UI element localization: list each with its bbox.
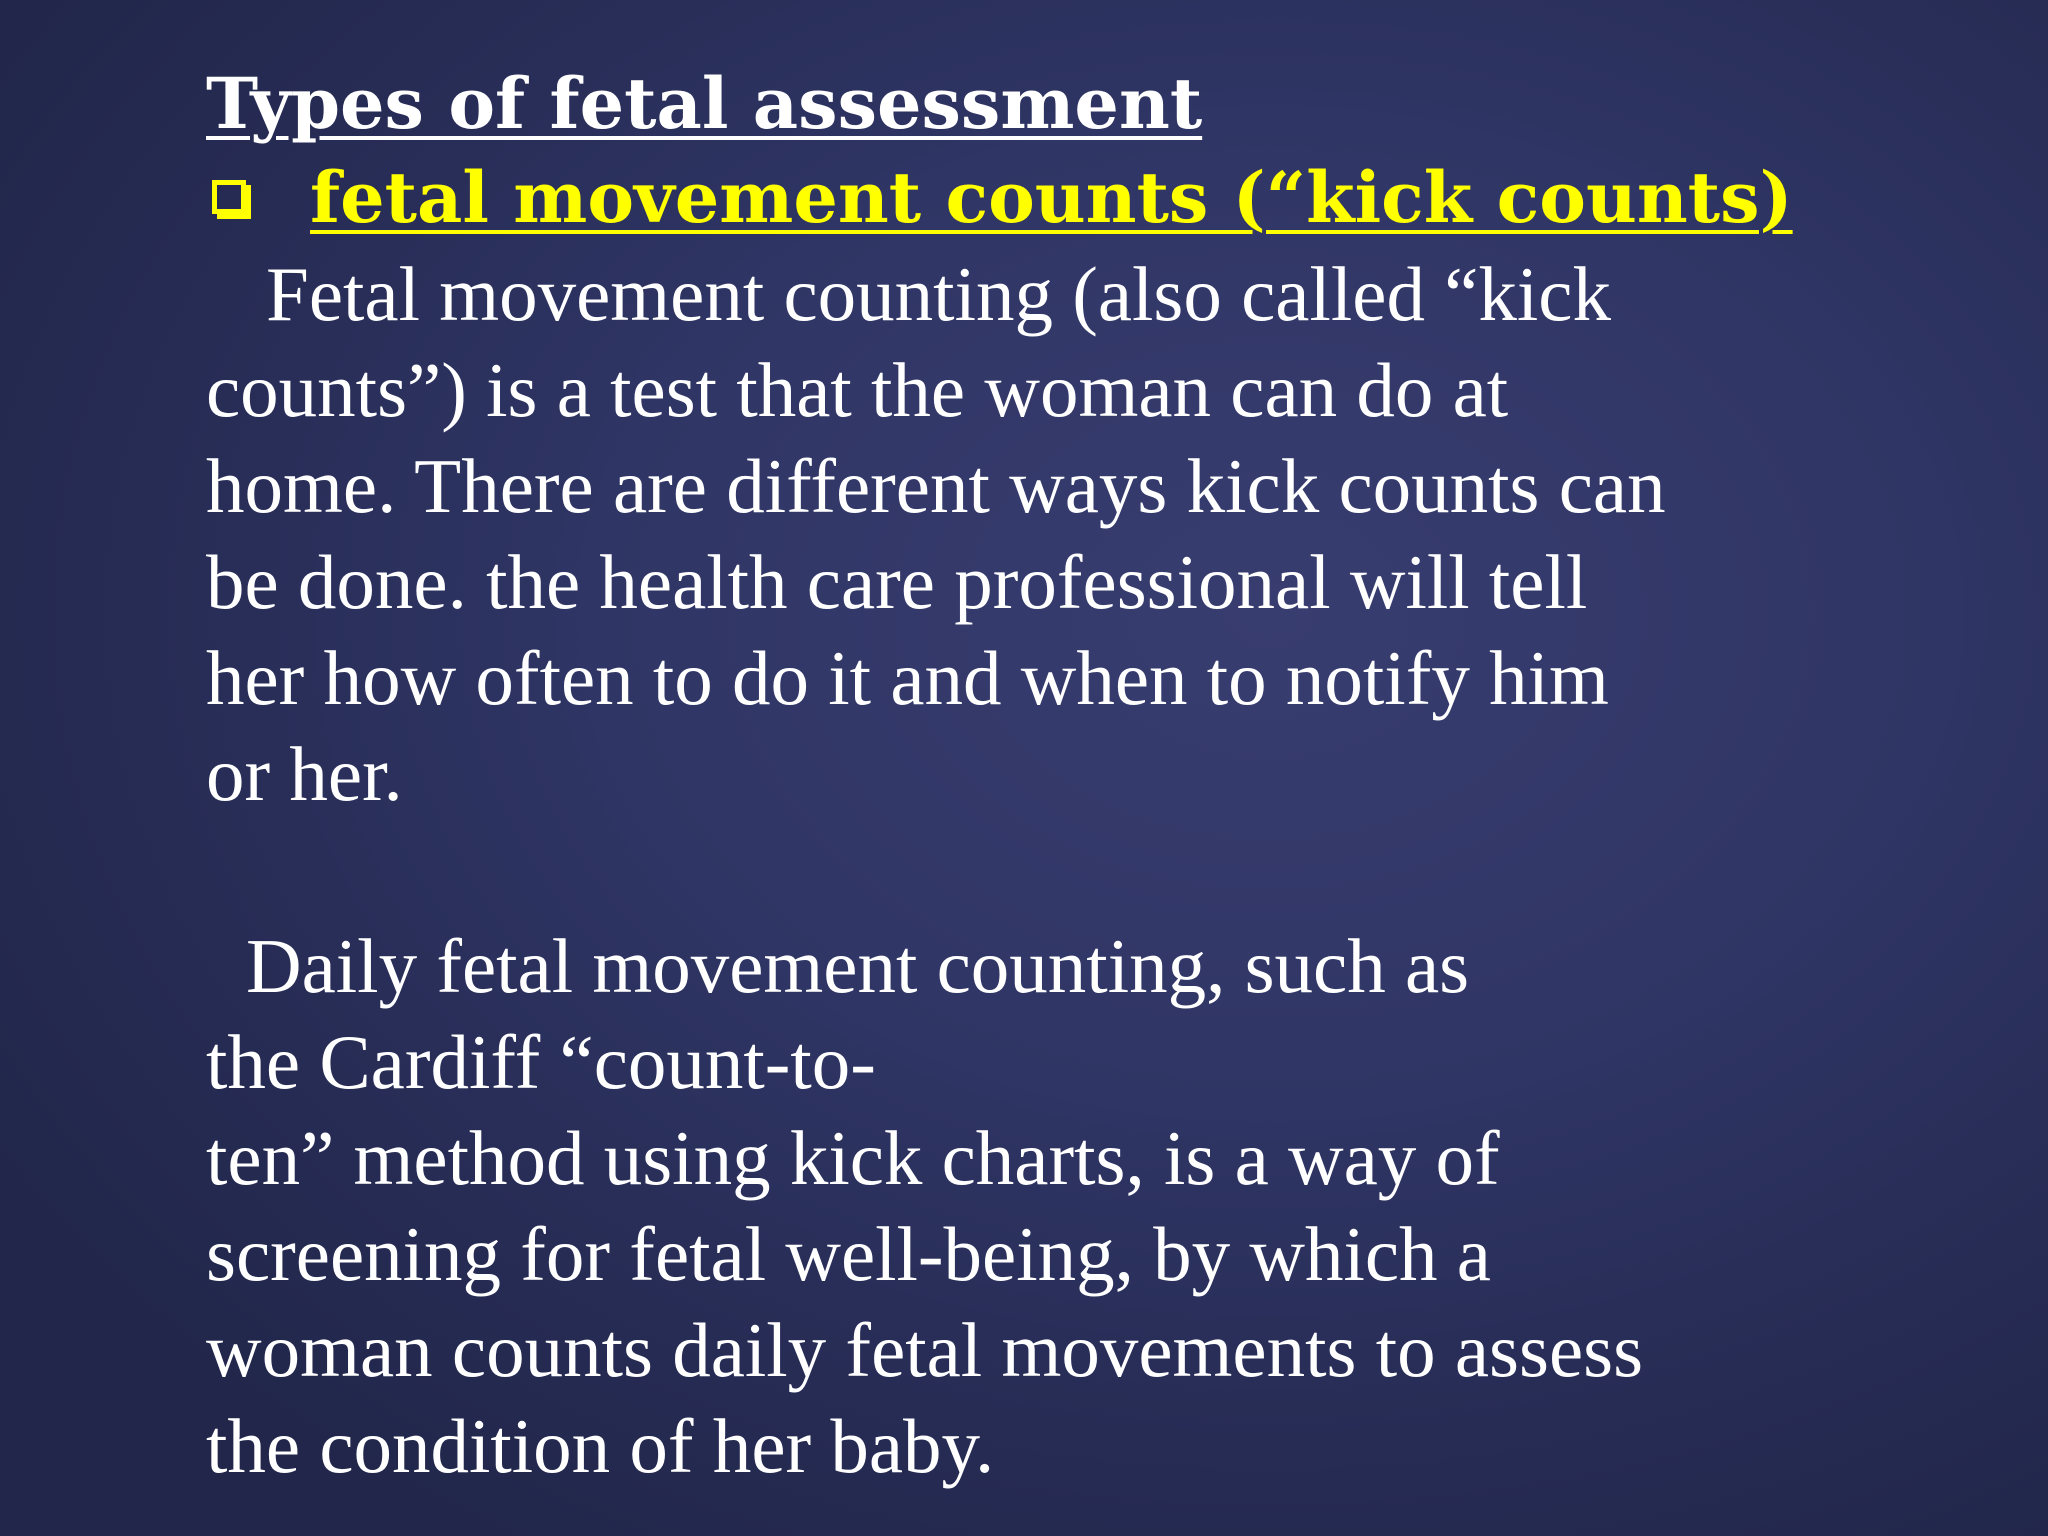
paragraph-line: Fetal movement counting (also called “kick xyxy=(266,251,1611,337)
paragraph-line: her how often to do it and when to notify him xyxy=(206,635,1609,721)
checkbox-bullet-icon xyxy=(212,180,246,214)
bullet-item xyxy=(206,150,1906,246)
paragraph-line: the Cardiff “count-to- xyxy=(206,1019,876,1105)
bullet-heading: fetal movement counts (“kick counts) xyxy=(310,156,1793,239)
paragraph-line: counts”) is a test that the woman can do at xyxy=(206,347,1509,433)
paragraph-line: home. There are different ways kick counts can xyxy=(206,443,1666,529)
paragraph-line: screening for fetal well-being, by which a xyxy=(206,1211,1491,1297)
paragraph-spacer xyxy=(206,822,1906,918)
paragraph-line: or her. xyxy=(206,731,403,817)
paragraph-line: ten” method using kick charts, is a way of xyxy=(206,1115,1500,1201)
slide-title: Types of fetal assessment xyxy=(206,62,1203,145)
paragraph-line: Daily fetal movement counting, such as xyxy=(246,923,1470,1009)
slide-content xyxy=(206,58,1906,1494)
paragraph-line: be done. the health care professional will tell xyxy=(206,539,1588,625)
paragraph-line: the condition of her baby. xyxy=(206,1403,995,1489)
paragraph-2 xyxy=(206,918,1906,1494)
paragraph-1 xyxy=(206,246,1906,822)
paragraph-line: woman counts daily fetal movements to assess xyxy=(206,1307,1644,1393)
